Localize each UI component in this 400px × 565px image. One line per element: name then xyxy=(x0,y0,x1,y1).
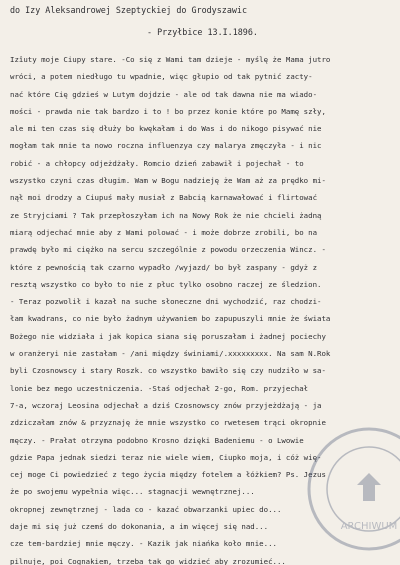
letter-line: gdzie Papa jednak siedzi teraz nie wiele wiem, Ciupko moja, i cóż wię- xyxy=(10,452,322,462)
letter-line: Bożego nie widziała i jak kopica siana się poruszałam i żadnej pociechy xyxy=(10,331,326,341)
letter-line: pilnuje, poi Cognakiem, trzeba tak go widzieć aby zrozumieć... xyxy=(10,556,286,565)
letter-line: wszystko czyni czas długim. Wam w Bogu nadzieję że Wam aż za prędko mi- xyxy=(10,176,326,186)
letter-line: 7-a, wczoraj Leosina odjechał a dziś Czosnowscy znów przyjeżdżają - ja xyxy=(10,400,322,410)
letter-dateline: - Przyłbice 13.I.1896. xyxy=(147,27,258,37)
letter-line: nać które Cię gdzieś w Lutym dojdzie - ale od tak dawna nie ma wiado- xyxy=(10,89,318,99)
letter-line: okropnej zewnętrznej - lada co - kazać obwarzanki upiec do... xyxy=(10,504,282,514)
letter-line: miarą odjechać mnie aby z Wami polować - i może dobrze zrobili, bo na xyxy=(10,227,318,237)
letter-line: zdziczałam znów & przyznaję że mnie wszystko co rwetesem trąci okropnie xyxy=(10,418,326,428)
letter-line: mogłam tak mnie ta nowo roczna influenzyа czy malarya zmęczyła - i nic xyxy=(10,141,322,151)
letter-line: resztą wszystko co było to nie z płuc tylko osobno raczej ze śledzion. xyxy=(10,279,322,289)
letter-line: byli Czosnowscy i stary Roszk. co wszystko bawiło się czy nudziło w sa- xyxy=(10,366,326,376)
letter-line: cej moge Ci powiedzieć z tego życia między fotelem a łóżkiem? Ps. Jezus xyxy=(10,470,326,480)
letter-line: daje mi się już czemś do dokonania, a im więcej się nad... xyxy=(10,522,269,532)
letter-line: robić - a chłopcy odjeżdżały. Romcio dzień zabawił i pojechał - to xyxy=(10,158,304,168)
letter-line: łam kwadrans, co nie było żadnym używaniem bo zapupuszyli mnie że świata xyxy=(10,314,331,324)
letter-line: cze tem-bardziej mnie męczy. - Kazik jak niańka koło mnie... xyxy=(10,539,277,549)
letter-line: - Teraz pozwolił i kazał na suche słoneczne dni wychodzić, raz chodzi- xyxy=(10,297,322,307)
letter-body xyxy=(10,51,394,565)
letter-line: lonie bez mego uczestniczenia. -Staś odjechał 2-go, Rom. przyjechał xyxy=(10,383,309,393)
letter-line: ale mi ten czas się dłuży bo kwękałam i do Was i do nikogo pisywać nie xyxy=(10,124,322,134)
letter-line: które z pewnością tak czarno wypadło /wyjazd/ bo był zaspany - gdyż z xyxy=(10,262,318,272)
letter-line: w oranżeryi nie zastałam - /ani między świniami/.xxxxxxxxx. Na sam N.Rok xyxy=(10,349,331,359)
letter-line: że po swojemu wypełnia więc... stagnacji wewnętrznej... xyxy=(10,487,255,497)
letter-line: prawdę było mi ciężko na sercu szczególnie z powodu orzeczenia Wincz. - xyxy=(10,245,326,255)
letter-line: Izîuty moje Ciupy stare. -Co się z Wami tam dzieje - myślę że Mama jutro xyxy=(10,55,331,64)
stamp-ring-text: ARCHIWUM xyxy=(340,521,398,532)
letter-line: wróci, a potem niedługo tu wpadnie, więc głupio od tak pytnić zacty- xyxy=(10,72,313,82)
letter-line: nął moi drodzy a Ciupuś mały musiał z Babcią karnawałować i flirtować xyxy=(10,193,318,203)
letter-line: mości - prawda nie tak bardzo i to ! bo przez konie które po Mamę szły, xyxy=(10,106,326,116)
letter-line: ze Stryjciami ? Tak przepłoszyłam ich na Nowy Rok że nie chcieli żadną xyxy=(10,210,322,220)
letter-heading: do Izy Aleksandrowej Szeptyckiej do Grodyszawic xyxy=(10,5,247,15)
letter-line: męczy. - Prałat otrzyma podobno Krosno dzięki Badeniemu - o Lwowie xyxy=(10,435,304,445)
